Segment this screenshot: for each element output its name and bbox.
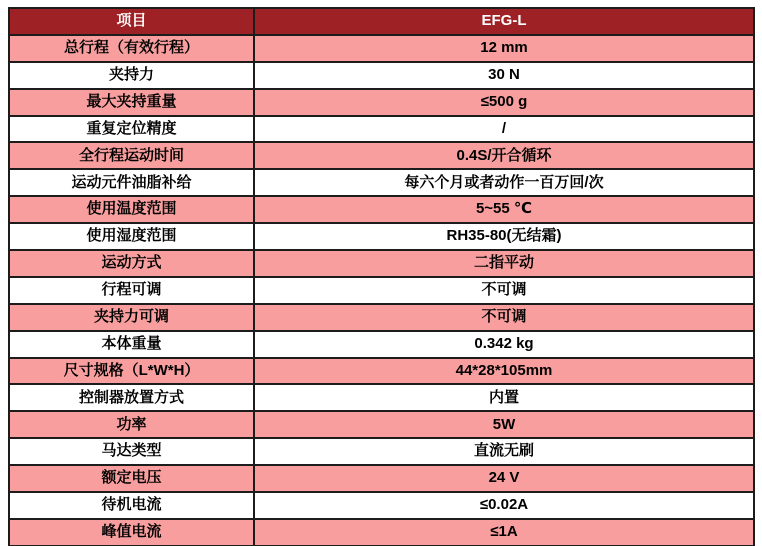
spec-value: 12 mm (254, 35, 754, 62)
table-row (9, 304, 754, 331)
spec-label: 行程可调 (9, 277, 254, 304)
table-row (9, 62, 754, 89)
header-row (9, 8, 754, 35)
table-row (9, 358, 754, 385)
spec-label: 峰值电流 (9, 519, 254, 546)
spec-value: ≤500 g (254, 89, 754, 116)
spec-value: 0.342 kg (254, 331, 754, 358)
table-row (9, 465, 754, 492)
table-row (9, 250, 754, 277)
spec-label: 马达类型 (9, 438, 254, 465)
spec-label: 控制器放置方式 (9, 384, 254, 411)
spec-label: 重复定位精度 (9, 116, 254, 143)
table-row (9, 438, 754, 465)
table-row (9, 223, 754, 250)
spec-label: 夹持力 (9, 62, 254, 89)
spec-label: 夹持力可调 (9, 304, 254, 331)
spec-value: 5~55 ℃ (254, 196, 754, 223)
spec-label: 使用温度范围 (9, 196, 254, 223)
spec-value: ≤0.02A (254, 492, 754, 519)
spec-table (8, 7, 755, 546)
table-row (9, 196, 754, 223)
spec-label: 本体重量 (9, 331, 254, 358)
spec-label: 额定电压 (9, 465, 254, 492)
spec-label: 功率 (9, 411, 254, 438)
spec-value: RH35-80(无结霜) (254, 223, 754, 250)
column-header-item: 项目 (9, 8, 254, 35)
table-row (9, 142, 754, 169)
table-row (9, 116, 754, 143)
table-row (9, 384, 754, 411)
spec-value: 30 N (254, 62, 754, 89)
column-header-model: EFG-L (254, 8, 754, 35)
table-row (9, 519, 754, 546)
spec-value: 内置 (254, 384, 754, 411)
table-row (9, 411, 754, 438)
spec-label: 总行程（有效行程） (9, 35, 254, 62)
spec-value: 44*28*105mm (254, 358, 754, 385)
spec-label: 运动元件油脂补给 (9, 169, 254, 196)
spec-label: 运动方式 (9, 250, 254, 277)
spec-value: 0.4S/开合循环 (254, 142, 754, 169)
spec-value: 不可调 (254, 277, 754, 304)
spec-value: 24 V (254, 465, 754, 492)
spec-value: 每六个月或者动作一百万回/次 (254, 169, 754, 196)
table-row (9, 169, 754, 196)
spec-value: 不可调 (254, 304, 754, 331)
table-row (9, 89, 754, 116)
spec-label: 全行程运动时间 (9, 142, 254, 169)
spec-value: 直流无刷 (254, 438, 754, 465)
spec-label: 最大夹持重量 (9, 89, 254, 116)
table-row (9, 35, 754, 62)
table-row (9, 277, 754, 304)
spec-label: 使用湿度范围 (9, 223, 254, 250)
spec-value: 二指平动 (254, 250, 754, 277)
spec-value: 5W (254, 411, 754, 438)
spec-value: ≤1A (254, 519, 754, 546)
table-row (9, 331, 754, 358)
spec-value: / (254, 116, 754, 143)
spec-label: 待机电流 (9, 492, 254, 519)
spec-label: 尺寸规格（L*W*H） (9, 358, 254, 385)
table-row (9, 492, 754, 519)
